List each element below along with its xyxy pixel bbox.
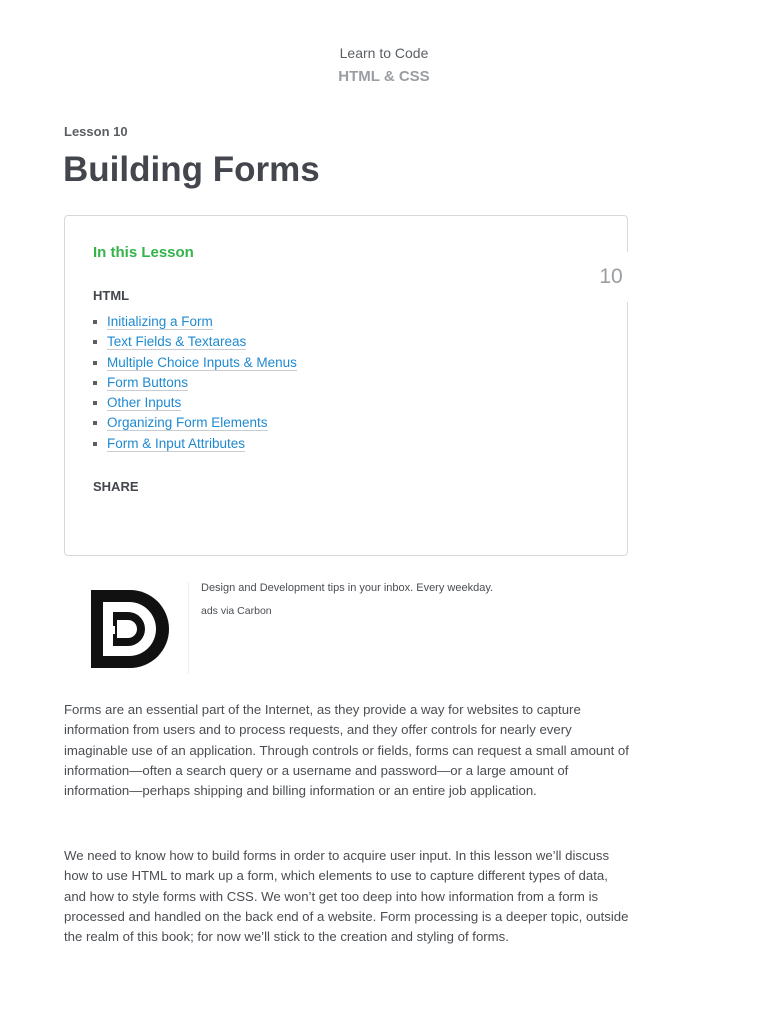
lesson-box-heading: In this Lesson [93,244,194,261]
bullet-icon [93,421,97,425]
site-header [0,44,768,87]
list-item [93,413,297,433]
lesson-number-label: Lesson 10 [64,124,128,139]
intro-paragraph-2: We need to know how to build forms in order to acquire user input. In this lesson we’ll discuss how to use HTML to mark up a form, which elements to use to capture different types of data, and how to style forms with CSS. We won’t get too deep into how information from a form is processed and handled on the back end of a website. Form processing is a deeper topic, outside the realm of this book; for now we’ll stick to the creation and styling of forms. [64,848,629,945]
list-item [93,434,297,454]
bullet-icon [93,401,97,405]
list-item [93,353,297,373]
lesson-link-text-fields[interactable]: Text Fields & Textareas [107,334,247,350]
list-item [93,373,297,393]
site-subtitle[interactable]: HTML & CSS [338,68,430,85]
list-item [93,312,297,332]
lesson-link-form-attributes[interactable]: Form & Input Attributes [107,435,246,451]
dd-logo-icon [84,582,174,672]
share-label: SHARE [93,479,139,494]
page-title: Building Forms [63,150,320,189]
ad-logo[interactable] [84,582,189,674]
lesson-link-organizing-elements[interactable]: Organizing Form Elements [107,415,268,431]
bullet-icon [93,320,97,324]
lesson-box-section-label: HTML [93,288,130,303]
ad-attribution-link[interactable]: ads via Carbon [201,605,272,617]
lesson-link-multiple-choice[interactable]: Multiple Choice Inputs & Menus [107,354,297,370]
bullet-icon [93,381,97,385]
ad-text[interactable]: Design and Development tips in your inbox. Every weekday. [201,582,494,594]
lesson-link-list [93,312,297,454]
bullet-icon [93,361,97,365]
lesson-link-form-buttons[interactable]: Form Buttons [107,374,189,390]
site-title[interactable]: Learn to Code [339,45,429,61]
bullet-icon [93,340,97,344]
list-item [93,393,297,413]
intro-paragraph-1: Forms are an essential part of the Internet, as they provide a way for websites to capture information from users and to process requests, and they offer controls for nearly every imaginable use of an application. Through controls or fields, forms can request a small amount of information—often a search query or a username and password—or a large amount of information—perhaps shipping and billing information or an entire job application. [64,702,629,799]
lesson-link-other-inputs[interactable]: Other Inputs [107,395,182,411]
lesson-link-initializing-form[interactable]: Initializing a Form [107,314,213,329]
bullet-icon [93,442,97,446]
list-item [93,332,297,352]
lesson-number-badge: 10 [585,252,637,302]
